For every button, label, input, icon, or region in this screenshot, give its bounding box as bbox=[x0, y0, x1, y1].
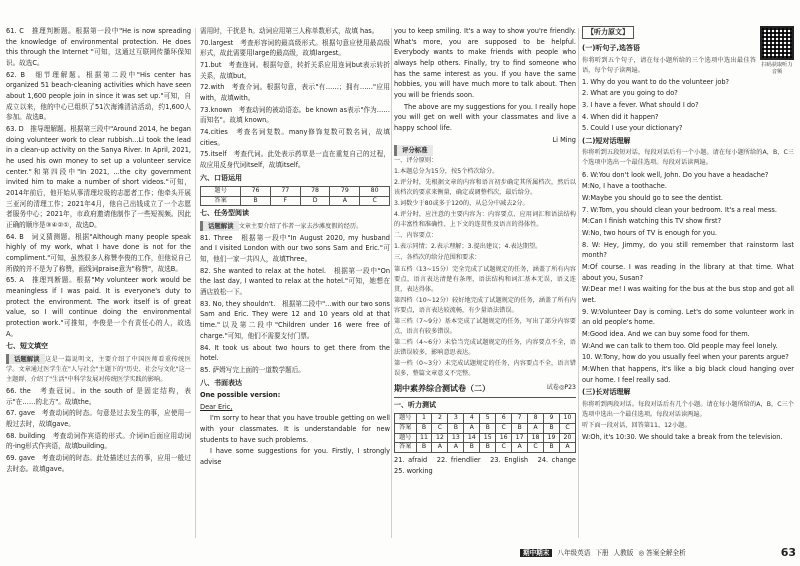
essay-subtitle: One possible version: bbox=[200, 390, 281, 399]
topic-banner: 话题解读 bbox=[6, 354, 45, 364]
listening-script-title: 【听力原文】 bbox=[582, 26, 634, 39]
essay-paragraph: you to keep smiling. It's a way to show you're friendly. What's more, you are supposed to be helpful. Everybody wants to make friends with people who always help others. Finally, try to find someone who has the same interest as you. If you have the same hobbies, you will have much more to talk about. Then you will be friends soon. bbox=[394, 27, 576, 100]
table-cell: C bbox=[528, 443, 544, 453]
column-divider bbox=[195, 28, 196, 538]
column-4 bbox=[582, 26, 794, 541]
rubric-line: 4.评分时，应注意的主要内容为：内容要点、应用词汇和语法结构的丰富性和准确性、上下文的连贯性及语言的得体性。 bbox=[394, 211, 576, 229]
answer-explanation: 75.itself 考查代词。此处表示药草是一直在重复自己的过程，故应用反身代词itself，故填itself。 bbox=[200, 150, 390, 170]
footer-publisher: 人教版 bbox=[613, 548, 634, 557]
section-title: 一、听力测试 bbox=[394, 401, 436, 409]
script-line: M:No, I have a toothache. bbox=[582, 182, 667, 191]
script-line: M:Of course. I was reading in the library at that time. What about you, Susan? bbox=[582, 262, 794, 282]
table-cell: 9 bbox=[544, 414, 560, 424]
table-cell: B bbox=[416, 424, 432, 434]
table-cell: 1 bbox=[416, 414, 432, 424]
table-cell: B bbox=[464, 443, 480, 453]
script-line: M:When that happens, it's like a big black cloud hanging over our home. I feel really sad. bbox=[582, 364, 794, 384]
page-number: 63 bbox=[780, 546, 796, 560]
rubric-line: 一、评分原则： bbox=[394, 157, 438, 165]
essay-signature: Li Ming bbox=[552, 135, 576, 144]
rubric-line: 1.本题总分为15分，按5个档次给分。 bbox=[394, 168, 499, 176]
table-cell: A bbox=[432, 443, 448, 453]
table-cell: A bbox=[528, 424, 544, 434]
rubric-line: 第五档（13~15分）完全完成了试题规定的任务，涵盖了所有内容要点，语言表达清楚有条理，语法结构和词汇基本无误，语义连贯，表达得体。 bbox=[394, 265, 576, 293]
answer-explanation: 68. building 考查动词作宾语的形式。介词in后面应用动词的-ing形式作宾语，故填building。 bbox=[6, 431, 191, 451]
section-instructions: 你将听到五段短对话，每段对话后有一个小题。请在每小题所给的A，B，C三个选项中选出一个最佳选项。每段对话读两遍。 bbox=[582, 149, 794, 167]
qr-code[interactable] bbox=[760, 26, 794, 60]
column-2 bbox=[200, 26, 390, 541]
answer-explanation: 82. She wanted to relax at the hotel. 根据第一段中"On the last day, I wanted to relax at the hotel."可知，她想在酒店放松一下。 bbox=[200, 266, 390, 297]
table-cell: B bbox=[480, 424, 496, 434]
script-line: M:Good idea. And we can buy some food for them. bbox=[582, 329, 750, 338]
rubric-line: 三、各档次的给分范围和要求： bbox=[394, 254, 481, 262]
script-line: W:Dear me! I was waiting for the bus at the bus stop and got all wet. bbox=[582, 285, 794, 304]
column-1 bbox=[6, 26, 191, 541]
table-cell: 17 bbox=[512, 433, 528, 443]
table-cell: 题号 bbox=[201, 187, 241, 197]
answer-table bbox=[200, 186, 390, 206]
table-cell: D bbox=[300, 196, 330, 206]
table-cell: 答案 bbox=[395, 443, 417, 453]
answer-explanation: 需用时，干扰是 h。动词应用第三人称单数形式，故填 has。 bbox=[200, 27, 379, 35]
footer-grade: 八年级英语 bbox=[557, 548, 591, 557]
listening-answer-table bbox=[394, 413, 576, 453]
table-cell: 答案 bbox=[395, 424, 417, 434]
rubric-line: 第三档（7~9分）基本完成了试题规定的任务，写出了部分内容要点，语言有较多错误。 bbox=[394, 317, 576, 335]
answer-explanation: 83. No, they shouldn't. 根据第二段中"...with our two sons Sam and Eric. They were 12 and 10 years old at that time."以及第二段中"Children under 16 were free of charge."可知，他们不需要支付门票。 bbox=[200, 299, 390, 340]
answer-explanation: 65. A 推理判断题。根据"My volunteer work would be meaningless if I was paid. It is everyone's duty to protect the environment. The work itself is of great value, so I will continue doing the environmental protection work."可推知，李俊是一个有责任心的人，故选A。 bbox=[6, 276, 191, 338]
table-cell: 16 bbox=[496, 433, 512, 443]
qr-caption: 扫码获取听力音频 bbox=[761, 62, 793, 75]
table-cell: 10 bbox=[559, 414, 575, 424]
table-cell: B bbox=[448, 424, 464, 434]
script-line: 10. W:Tony, how do you usually feel when your parents argue? bbox=[582, 353, 789, 362]
footer-series: ◎ 答案全解全析 bbox=[638, 548, 686, 557]
table-cell: B bbox=[480, 443, 496, 453]
table-cell: 11 bbox=[416, 433, 432, 443]
table-cell: 76 bbox=[241, 187, 271, 197]
table-cell: B bbox=[416, 443, 432, 453]
table-cell: 8 bbox=[528, 414, 544, 424]
exam-page-ref: 试卷◎P23 bbox=[546, 384, 576, 392]
table-cell: 2 bbox=[432, 414, 448, 424]
table-cell: C bbox=[496, 443, 512, 453]
rubric-line: 3.词数少于80或多于120的，从总分中减去2分。 bbox=[394, 200, 529, 208]
footer-term: 下册 bbox=[595, 548, 609, 557]
table-cell: C bbox=[432, 424, 448, 434]
section-instructions: 你将听到两段对话。每段对话后有几个小题。请在每小题所给的A，B，C三个选项中选出一个最佳选项。每段对话读两遍。 bbox=[582, 400, 794, 418]
table-cell: 3 bbox=[448, 414, 464, 424]
table-cell: 20 bbox=[559, 433, 575, 443]
table-cell: F bbox=[270, 196, 300, 206]
table-cell: C bbox=[496, 424, 512, 434]
table-cell: 19 bbox=[544, 433, 560, 443]
rubric-line: 二、内容要点： bbox=[394, 232, 438, 240]
table-cell: C bbox=[559, 424, 575, 434]
answer-explanation: 84. It took us about two hours to get there from the hotel. bbox=[200, 343, 390, 363]
section-title: (一)听句子,选答语 bbox=[582, 44, 641, 53]
table-cell: A bbox=[464, 424, 480, 434]
table-cell: B bbox=[544, 424, 560, 434]
table-cell: 15 bbox=[480, 433, 496, 443]
answer-explanation: 63. D 推导理解题。根据第三段中"Around 2014, he began doing volunteer work to clear rubbish...Li took the lead in a clean-up activity on the Sanya River. In April, 2021, he used his own money to set up a volunteer service center."和第四段中"In 2021, ...the city government invited him to make a number of short videos."可知，2014年前后，他开始从事清理垃圾的志愿者工作；他牵头开展三亚河的清理工作；2021年4月，他自己出钱成立了一个志愿者服务中心；2021年，市政府邀请他制作了一些短视频。因此正确的顺序是③④②①，故选D。 bbox=[6, 125, 191, 230]
table-cell: 14 bbox=[464, 433, 480, 443]
answer-explanation: 64. B 词义猜测题。根据"Although many people speak highly of my work, what I have done is not for the compliment."可知，虽然很多人称赞李俊的工作，但他说自己所做的并不是为了称赞，画线词praise意为"称赞"，故选B。 bbox=[6, 232, 191, 273]
table-cell: 12 bbox=[432, 433, 448, 443]
footer-brand: 期中期末 bbox=[520, 549, 552, 558]
rubric-line: 第四档（10~12分）较好地完成了试题规定的任务，涵盖了所有内容要点，语言表达较流畅，有少量语法错误。 bbox=[394, 296, 576, 314]
table-cell: 18 bbox=[528, 433, 544, 443]
section-title: (二)短对话理解 bbox=[582, 137, 631, 146]
table-cell: 4 bbox=[464, 414, 480, 424]
section-title: 七、短文填空 bbox=[6, 342, 48, 351]
table-cell: B bbox=[241, 196, 271, 206]
essay-paragraph: I have some suggestions for you. Firstly, I strongly advise bbox=[200, 447, 390, 466]
topic-banner: 话题解读 bbox=[200, 221, 239, 231]
table-cell: B bbox=[512, 424, 528, 434]
table-cell: 题号 bbox=[395, 414, 417, 424]
script-line: 5. Could I use your dictionary? bbox=[582, 124, 683, 133]
answer-explanation: 74.cities 考查名词复数。many修饰复数可数名词，故填cities。 bbox=[200, 128, 390, 147]
topic-note bbox=[6, 354, 191, 385]
topic-note bbox=[200, 221, 390, 232]
section-instructions: 你将听到五个句子，请在每小题所给的三个选项中选出最佳答语，每个句子读两遍。 bbox=[582, 56, 756, 74]
section-title: 六、口语运用 bbox=[200, 173, 242, 182]
script-line: 1. Why do you want to do the volunteer job? bbox=[582, 77, 730, 86]
table-cell: A bbox=[512, 443, 528, 453]
rubric-line: 2.评分时，先根据文章的内容和语言初步确定其所属档次，然后以该档次的要求来衡量，确定或调整档次，最后给分。 bbox=[394, 179, 576, 197]
topic-note-text: 这是一篇说明文，主要介绍了中国医师看重传统医学。文章通过医学生在"人与社会"主题下的"历史、社会与文化"这一主题群，介绍了"生活"中科学发展对传统医学实践的影响。 bbox=[6, 355, 191, 383]
answer-explanation: 72.with 考查介词。根据句意，表示"有……；拥有……"应用with，故填with。 bbox=[200, 83, 390, 103]
script-line: W:Oh, it's 10:30. We should take a break from the television. bbox=[582, 432, 783, 441]
essay-greeting: Dear Eric, bbox=[200, 402, 233, 411]
table-cell: 13 bbox=[448, 433, 464, 443]
exam-title-text: 期中素养综合测试卷（二） bbox=[394, 384, 490, 394]
table-cell: 80 bbox=[360, 187, 390, 197]
table-cell: 7 bbox=[512, 414, 528, 424]
answer-explanation: 61. C 推理判断题。根据第一段中"He is now spreading the knowledge of environmental protection. He does this through the Internet "可知，这通过互联网传播环保知识。故选C。 bbox=[6, 27, 191, 68]
essay-paragraph: The above are my suggestions for you. I really hope you will get on well with your classmates and live a happy school life. bbox=[394, 102, 576, 133]
page-footer bbox=[520, 546, 796, 560]
section-title: 七、任务型阅读 bbox=[200, 209, 249, 218]
script-line: M:Can I finish watching this TV show first? bbox=[582, 217, 722, 226]
rubric-banner: 评分标准 bbox=[394, 145, 433, 155]
script-line: 3. I have a fever. What should I do? bbox=[582, 101, 699, 110]
table-cell: A bbox=[330, 196, 360, 206]
answer-explanation: 71.but 考查连词。根据句意，转折关系应用连词but表示转折关系，故填but。 bbox=[200, 61, 390, 80]
rubric-line: 1.表示同情；2.表示理解；3.提出建议；4.表达期望。 bbox=[394, 243, 542, 251]
section-title: (三)长对话理解 bbox=[582, 388, 631, 397]
table-cell: A bbox=[559, 443, 575, 453]
column-divider bbox=[391, 28, 392, 538]
table-cell: A bbox=[448, 443, 464, 453]
table-cell: 77 bbox=[270, 187, 300, 197]
table-cell: 6 bbox=[496, 414, 512, 424]
table-cell: 78 bbox=[300, 187, 330, 197]
script-line: 8. W: Hey, Jimmy, do you still remember that rainstorm last month? bbox=[582, 240, 794, 260]
table-cell: B bbox=[544, 443, 560, 453]
script-line: W:Maybe you should go to see the dentist. bbox=[582, 193, 724, 202]
table-cell: 答案 bbox=[201, 196, 241, 206]
script-line: W:And we can talk to them too. Old people may feel lonely. bbox=[582, 341, 778, 350]
answer-explanation: 73.known 考查动词的被动语态。be known as表示"作为……而知名"。故填 known。 bbox=[200, 105, 390, 125]
script-line: 4. When did it happen? bbox=[582, 112, 659, 121]
script-line: 2. What are you going to do? bbox=[582, 89, 678, 98]
column-divider bbox=[578, 28, 579, 538]
topic-note-text: 文章主要介绍了作者一家去沙滩度假的经历。 bbox=[238, 222, 363, 230]
script-line: 7. W:Tom, you should clean your bedroom. It's a real mess. bbox=[582, 205, 777, 214]
answer-explanation: 85. 萨姆写完上面的一道数学题后。 bbox=[200, 365, 305, 374]
answer-explanation: 62. B 细节理解题。根据第二段中"His center has organized 51 beach-cleaning activities which have seen about 1,600 people join in since it was set up."可知，自成立以来，他的中心已组织了51次海滩清洁活动，约1,600人参加。故选B。 bbox=[6, 70, 191, 122]
exam-title bbox=[394, 383, 576, 398]
answer-explanation: 67. gave 考查动词的时态。句意是过去发生的事，应使用一般过去时，故填gave。 bbox=[6, 409, 191, 428]
fill-answers: 21. afraid 22. friendlier 23. English 24. change 25. working bbox=[394, 456, 583, 475]
rubric-line: 第一档（0~3分）未完成试题规定的任务，内容要点不全，语言错误多，整篇文章意义不完整。 bbox=[394, 359, 576, 377]
script-line: 9. W:Volunteer Day is coming. Let's do some volunteer work in an old people's home. bbox=[582, 307, 794, 327]
table-cell: C bbox=[360, 196, 390, 206]
script-line: 6. W:You don't look well, John. Do you have a headache? bbox=[582, 170, 769, 179]
section-subinstruction: 听下面一段对话，回答第11、12小题。 bbox=[582, 421, 691, 429]
section-title: 八、书面表达 bbox=[200, 378, 242, 387]
answer-explanation: 81. Three 根据第一段中"In August 2020, my husband and I visited London with our two sons Sam and Eric."可知，他们一家一共四人，故填Three。 bbox=[200, 233, 390, 264]
table-cell: 79 bbox=[330, 187, 360, 197]
table-cell: 5 bbox=[480, 414, 496, 424]
answer-explanation: 66. the 考查冠词。in the south of 是固定结构，表示"在……的北方"。故填the。 bbox=[6, 386, 191, 406]
column-3 bbox=[394, 26, 583, 541]
rubric-line: 第二档（4~6分）未恰当完成试题规定的任务，内容要点不全，语法错误较多，影响意思表达。 bbox=[394, 338, 576, 356]
answer-explanation: 69. gave 考查动词的时态。此处描述过去的事，应用一般过去时态。故填gave。 bbox=[6, 453, 191, 473]
essay-paragraph: I'm sorry to hear that you have trouble getting on well with your classmates. It is understandable for new students to have such problems. bbox=[200, 414, 390, 444]
script-line: W:No, two hours of TV is enough for you. bbox=[582, 228, 717, 237]
answer-explanation: 70.largest 考查形容词的最高级形式。根据句意应使用最高级形式，故此需要用large的最高级，故填largest。 bbox=[200, 38, 390, 58]
table-cell: 题号 bbox=[395, 433, 417, 443]
